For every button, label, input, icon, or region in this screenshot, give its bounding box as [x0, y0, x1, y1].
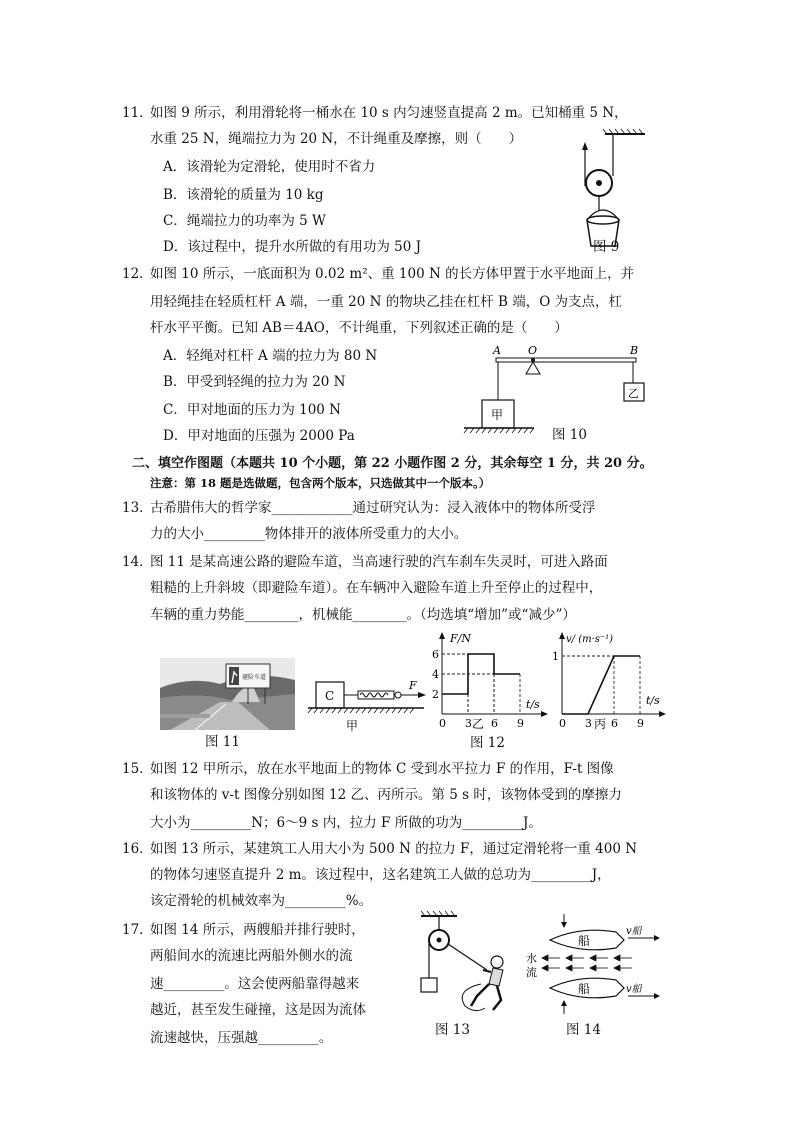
q11-stem-line1: 如图 9 所示，利用滑轮将一桶水在 10 s 内匀速竖直提高 2 m。已知桶重 5 N，: [150, 105, 628, 121]
figure-9-caption: 图 9: [593, 239, 620, 255]
figure-12-yi-chart: [428, 630, 550, 730]
q13-line2: 力的大小_________物体排开的液体所受重力的大小。: [150, 526, 468, 542]
bing-xtick: 3: [585, 717, 592, 730]
fig14-boat-top: 船: [578, 934, 591, 948]
fig10-label-b: B: [630, 344, 639, 357]
q15-line1: 如图 12 甲所示，放在水平地面上的物体 C 受到水平拉力 F 的作用，F-t 图像: [150, 761, 614, 777]
fig14-v-top: v船: [626, 926, 642, 937]
q11-option-d: D．该过程中，提升水所做的有用功为 50 J: [163, 239, 421, 255]
fig11-sign-text: 避险车道: [242, 674, 267, 681]
fig12-bing-xlabel: t/s: [646, 694, 660, 707]
q15-number: 15．: [122, 761, 153, 777]
q14-line3: 车辆的重力势能________，机械能________。（均选填“增加”或“减少”）: [150, 607, 576, 623]
fig10-label-jia: 甲: [491, 408, 504, 422]
q12-stem-line3: 杆水平平衡。已知 AB＝4AO，不计绳重，下列叙述正确的是（ ）: [150, 320, 568, 336]
figure-11-photo: [160, 658, 295, 730]
fig14-v-bottom: v船: [626, 984, 642, 995]
q17-number: 17．: [122, 922, 153, 938]
q17-line4: 越近，甚至发生碰撞，这是因为流体: [150, 1002, 366, 1018]
q11-option-c: C．绳端拉力的功率为 5 W: [163, 213, 326, 229]
fig12-yi-label: 乙: [472, 717, 485, 730]
figure-10-lever: [460, 342, 660, 438]
yi-ytick: 2: [432, 688, 439, 701]
q14-line1: 图 11 是某高速公路的避险车道，当高速行驶的汽车刹车失灵时，可进入路面: [150, 554, 608, 570]
figure-12-jia: [306, 672, 428, 734]
q16-line1: 如图 13 所示，某建筑工人用大小为 500 N 的拉力 F，通过定滑轮将一重 400 N: [150, 841, 638, 857]
q15-line2: 和该物体的 v-t 图像分别如图 12 乙、丙所示。第 5 s 时，该物体受到的摩擦力: [150, 787, 622, 803]
q17-line3: 速_________。这会使两船靠得越来: [150, 976, 360, 992]
q17-line1: 如图 14 所示，两艘船并排行驶时，: [150, 922, 365, 938]
bing-xtick: 0: [559, 717, 566, 730]
q11-number: 11．: [122, 105, 153, 121]
q17-line5: 流速越快，压强越_________。: [150, 1030, 333, 1046]
q14-line2: 粗糙的上升斜坡（即避险车道）。在车辆冲入避险车道上升至停止的过程中，: [150, 580, 603, 596]
q12-option-d: D．甲对地面的压强为 2000 Pa: [163, 428, 355, 444]
bing-xtick: 9: [637, 717, 644, 730]
q12-number: 12．: [122, 266, 153, 282]
fig12-force-f: F: [409, 679, 417, 692]
q16-line3: 该定滑轮的机械效率为_________%。: [150, 893, 373, 909]
figure-14-caption: 图 14: [566, 1022, 601, 1038]
fig12-block-c: C: [325, 689, 335, 703]
figure-12-bing-chart: [548, 630, 670, 730]
q13-line1: 古希腊伟大的哲学家____________通过研究认为：浸入液体中的物体所受浮: [150, 500, 596, 516]
fig12-yi-ylabel: F/N: [450, 632, 471, 645]
yi-xtick: 6: [491, 717, 498, 730]
fig10-label-yi: 乙: [628, 387, 639, 400]
section-2-title: 二、填空作图题（本题共 10 个小题，第 22 小题作图 2 分，其余每空 1 分，共 20 分。: [132, 456, 653, 471]
bing-series-line: [562, 656, 640, 714]
q12-stem-line2: 用轻绳挂在轻质杠杆 A 端，一重 20 N 的物块乙挂在杠杆 B 端，O 为支点，杠: [150, 294, 623, 310]
bing-xtick: 6: [611, 717, 618, 730]
q16-line2: 的物体匀速竖直提升 2 m。该过程中，这名建筑工人做的总功为_________J，: [150, 867, 611, 883]
yi-xtick: 0: [439, 717, 446, 730]
q17-line2: 两船间水的流速比两船外侧水的流: [150, 948, 353, 964]
q12-option-a: A．轻绳对杠杆 A 端的拉力为 80 N: [163, 348, 378, 364]
fig10-label-o: O: [528, 344, 538, 357]
q11-stem-line2: 水重 25 N，绳端拉力为 20 N，不计绳重及摩擦，则（ ）: [150, 131, 523, 147]
fig12-bing-label: 丙: [594, 717, 607, 730]
q13-number: 13．: [122, 500, 153, 516]
q14-number: 14．: [122, 554, 153, 570]
yi-xtick: 9: [517, 717, 524, 730]
q15-line3: 大小为_________N；6～9 s 内，拉力 F 所做的功为_________J。: [150, 815, 542, 831]
q16-number: 16．: [122, 841, 153, 857]
fig14-water-2: 流: [526, 966, 537, 979]
fig14-boat-bottom: 船: [578, 982, 591, 996]
q12-stem-line1: 如图 10 所示，一底面积为 0.02 m²、重 100 N 的长方体甲置于水平地面上，并: [150, 266, 635, 282]
fig12-yi-xlabel: t/s: [526, 698, 540, 711]
fig14-water-1: 水: [526, 952, 537, 965]
figure-13-worker-pulley: [415, 910, 527, 1022]
q12-option-b: B．甲受到轻绳的拉力为 20 N: [163, 374, 346, 390]
q11-option-a: A．该滑轮为定滑轮，使用时不省力: [163, 159, 376, 175]
figure-14-boats: [520, 912, 680, 1016]
q11-option-b: B．该滑轮的质量为 10 kg: [163, 187, 324, 203]
figure-11-caption: 图 11: [205, 734, 240, 750]
figure-12-caption: 图 12: [470, 735, 505, 751]
figure-13-caption: 图 13: [435, 1022, 470, 1038]
yi-ytick: 6: [432, 648, 439, 661]
fig12-jia-label: 甲: [346, 719, 359, 733]
yi-xtick: 3: [465, 717, 472, 730]
fig10-label-a: A: [493, 344, 501, 357]
yi-ytick: 4: [432, 668, 439, 681]
fig12-bing-ylabel: v/ (m·s⁻¹): [566, 634, 614, 645]
q12-option-c: C．甲对地面的压力为 100 N: [163, 402, 341, 418]
bing-ytick: 1: [552, 650, 559, 663]
section-2-note: 注意：第 18 题是选做题，包含两个版本，只选做其中一个版本。）: [150, 476, 491, 490]
figure-10-caption: 图 10: [552, 427, 587, 443]
